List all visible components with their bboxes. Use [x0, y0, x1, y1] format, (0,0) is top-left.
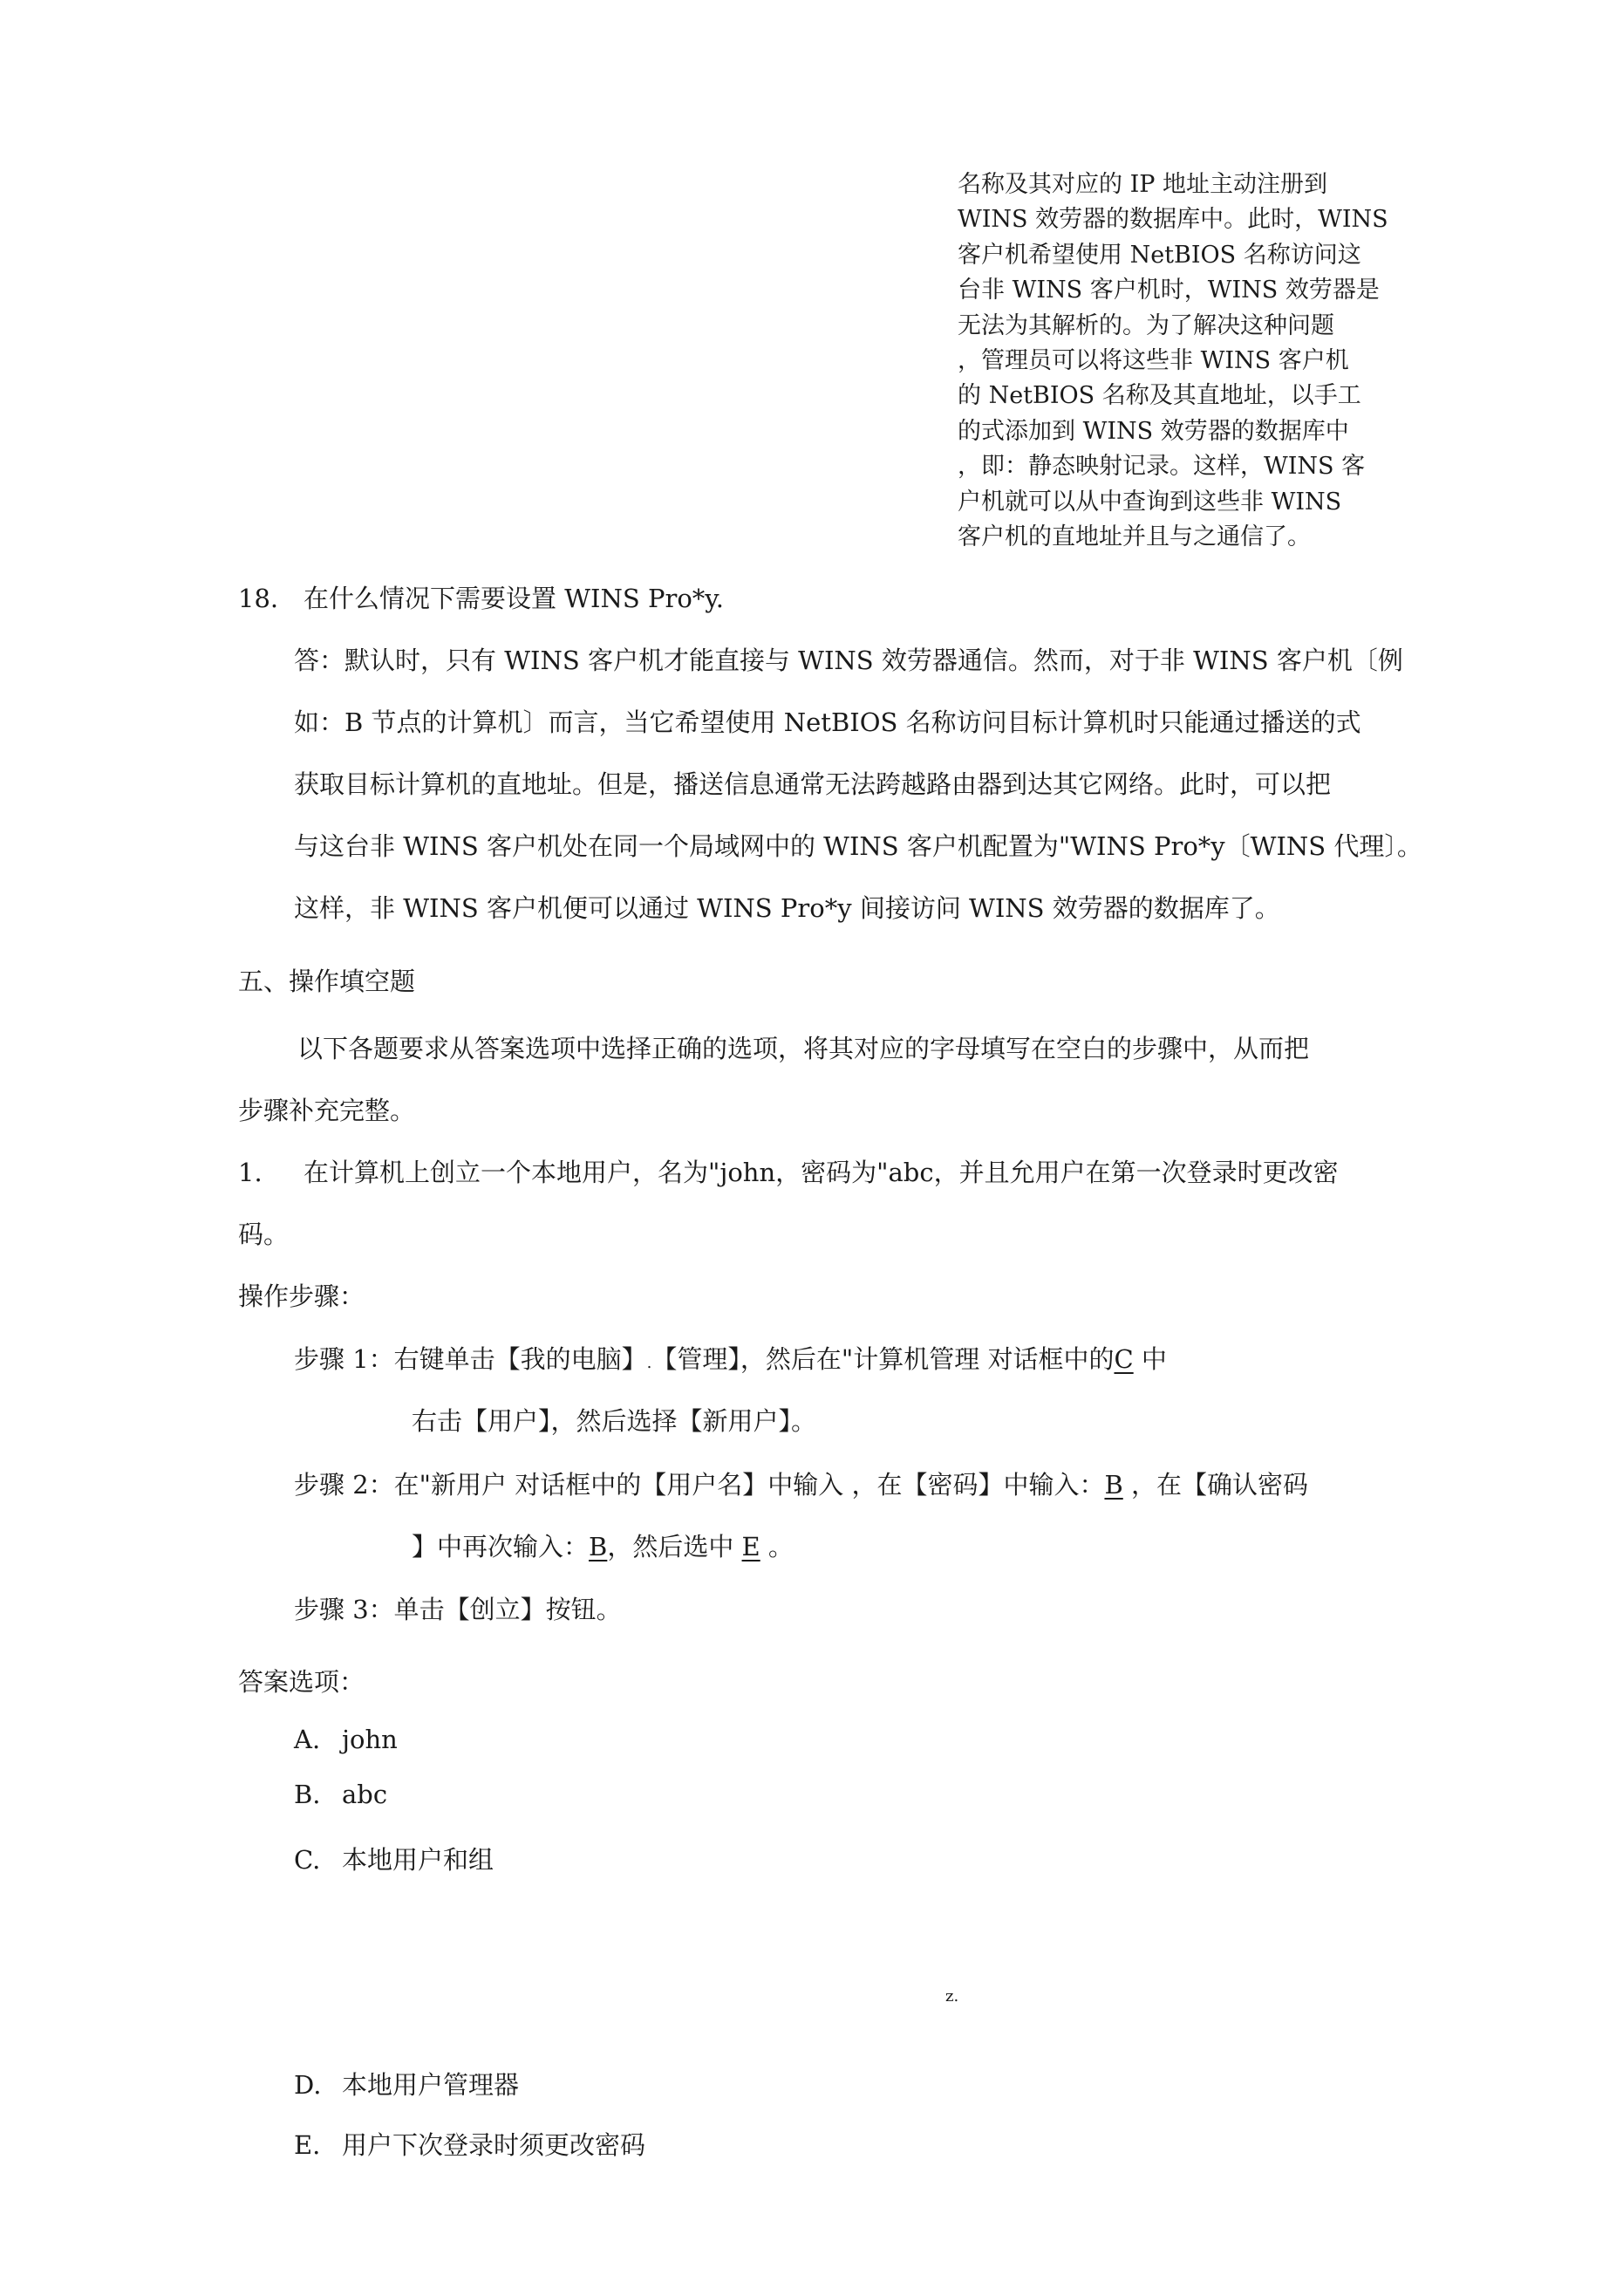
answer-line: 这样，非 WINS 客户机便可以通过 WINS Pro*y 间接访问 WINS 效劳器的数据库了。 [294, 893, 1280, 923]
answer-blank: E [741, 1532, 760, 1561]
section-intro: 步骤补充完整。 [238, 1096, 416, 1125]
options-label: 答案选项： [238, 1667, 365, 1697]
option-e [294, 2126, 645, 2162]
option-a [294, 1725, 398, 1754]
question-text: 在什么情况下需要设置 WINS Pro*y. [303, 584, 725, 613]
continued-answer-line: WINS 效劳器的数据库中。此时，WINS [958, 206, 1388, 234]
steps-label: 操作步骤： [238, 1281, 365, 1311]
continued-answer-line: 客户机的直地址并且与之通信了。 [958, 523, 1311, 551]
option-c [294, 1841, 494, 1876]
step-text: 【管理】，然后在"计算机管理 对话框中的 [651, 1344, 1115, 1374]
continued-answer-line: 无法为其解析的。为了解决这种问题 [958, 311, 1334, 339]
answer-line: 如：B 节点的计算机〕而言，当它希望使用 NetBIOS 名称访问目标计算机时只能通过播送的式 [294, 707, 1361, 737]
step-text: 】中再次输入： [412, 1532, 590, 1561]
step-text: ，在【确认密码 [1122, 1470, 1308, 1500]
option-letter: B. [294, 1780, 321, 1809]
option-letter: E. [294, 2130, 321, 2160]
continued-answer-line: 的式添加到 WINS 效劳器的数据库中 [958, 417, 1349, 445]
option-text: abc [342, 1780, 388, 1809]
continued-answer-block [958, 167, 1411, 555]
step-text: 步骤 1：右键单击【我的电脑】 [294, 1344, 647, 1374]
question-18 [238, 579, 724, 615]
step-text: ，然后选中 [607, 1532, 742, 1561]
step-text: 。 [760, 1532, 794, 1561]
continued-answer-line: 的 NetBIOS 名称及其直地址，以手工 [958, 382, 1361, 410]
continued-answer-line: 客户机希望使用 NetBIOS 名称访问这 [958, 241, 1361, 269]
option-letter: A. [294, 1725, 321, 1754]
step-2-cont [412, 1527, 794, 1563]
step-3: 步骤 3：单击【创立】按钮。 [294, 1595, 622, 1624]
continued-answer-line: ，即：静态映射记录。这样，WINS 客 [958, 453, 1366, 481]
option-text: 本地用户和组 [342, 1845, 494, 1875]
answer-line: 与这台非 WINS 客户机处在同一个局域网中的 WINS 客户机配置为"WINS Pro*y〔WINS 代理〕。 [294, 831, 1422, 861]
step-text: 中 [1133, 1344, 1167, 1374]
option-letter: D. [294, 2070, 322, 2100]
section-heading: 五、操作填空题 [238, 967, 416, 996]
answer-blank: B [1104, 1470, 1123, 1500]
continued-answer-line: 户机就可以从中查询到这些非 WINS [958, 488, 1342, 516]
step-1-cont: 右击【用户】，然后选择【新用户】。 [412, 1406, 817, 1436]
page-marker: z. [945, 1987, 959, 2006]
question-text-cont: 码。 [238, 1220, 290, 1249]
question-number: 18. [238, 584, 279, 613]
continued-answer-line: 名称及其对应的 IP 地址主动注册到 [958, 171, 1327, 198]
option-d [294, 2066, 519, 2101]
option-text: 用户下次登录时须更改密码 [342, 2130, 646, 2160]
step-text: 步骤 2：在"新用户 对话框中的【用户名】中输入 ，在【密码】中输入： [294, 1470, 1105, 1500]
question-text: 在计算机上创立一个本地用户，名为"john，密码为"abc，并且允用户在第一次登录时更改密 [303, 1158, 1339, 1187]
question-1 [238, 1153, 1339, 1189]
continued-answer-line: 台非 WINS 客户机时，WINS 效劳器是 [958, 277, 1380, 304]
answer-blank: C [1114, 1344, 1134, 1374]
option-b [294, 1780, 387, 1809]
answer-line: 获取目标计算机的直地址。但是，播送信息通常无法跨越路由器到达其它网络。此时，可以把 [294, 769, 1332, 799]
step-2 [294, 1466, 1308, 1501]
answer-line: 答：默认时，只有 WINS 客户机才能直接与 WINS 效劳器通信。然而，对于非 WINS 客户机〔例 [294, 646, 1403, 675]
option-text: 本地用户管理器 [342, 2070, 520, 2100]
step-1 [294, 1340, 1167, 1376]
option-text: john [342, 1725, 398, 1754]
question-number: 1. [238, 1158, 263, 1187]
answer-blank: B [589, 1532, 608, 1561]
continued-answer-line: ，管理员可以将这些非 WINS 客户机 [958, 347, 1349, 375]
option-letter: C. [294, 1845, 321, 1875]
section-intro: 以下各题要求从答案选项中选择正确的选项，将其对应的字母填写在空白的步骤中，从而把 [297, 1034, 1310, 1063]
step-dot: . [646, 1354, 652, 1372]
